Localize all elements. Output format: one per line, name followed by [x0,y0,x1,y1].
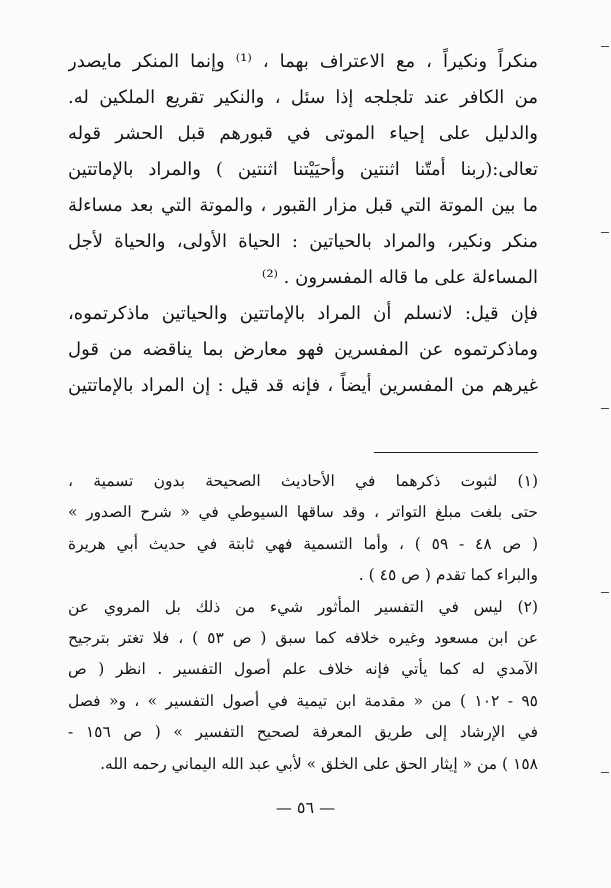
footnote-line: ١٥٨ ) من « إيثار الحق على الخلق » لأبي عبد الله اليماني رحمه الله. [100,754,538,773]
footnote-line: في الإرشاد إلى طريق المعرفة لصحيح التفسير » ( ص ١٥٦ - [68,723,538,742]
footnotes [68,466,538,780]
footnote-line: عن ابن مسعود وغيره خلافه كما سبق ( ص ٥٣ ) ، فلا تغتر بترجيح [68,628,538,647]
text-line: تعالى:(ربنا أمتّنا اثنتين وأحيَيْتنا اثنتين ) والمراد بالإماتتين [68,159,538,180]
footnote-line: والبراء كما تقدم ( ص ٤٥ ) . [358,566,538,585]
main-text [68,44,538,404]
text-line: من الكافر عند تلجلجه إذا سئل ، والنكير تقريع الملكين له. [68,87,538,108]
margin-tick [601,408,609,409]
footnote-line: ٩٥ - ١٠٢ ) من « مقدمة ابن تيمية في أصول التفسير » ، و« فصل [68,691,538,710]
text-line: فإن قيل: لانسلم أن المراد بالإماتتين والحياتين ماذكرتموه، [68,303,538,324]
footnote-line: حتى بلغت مبلغ التواتر ، وقد ساقها السيوطي في « شرح الصدور » [68,503,538,522]
text-line: منكر ونكير، والمراد بالحياتين : الحياة الأولى، والحياة لأجل [68,231,538,252]
text-line: والدليل على إحياء الموتى في قبورهم قبل الحشر قوله [68,123,538,144]
page-number: — ٥٦ — [275,798,336,817]
footnote-line: (٢) ليس في التفسير المأثور شيء من ذلك بل المروي عن [68,597,538,616]
text-line: وماذكرتموه عن المفسرين فهو معارض بما يناقضه من قول [68,339,538,360]
footnote-line: (١) لثبوت ذكرهما في الأحاديث الصحيحة بدون تسمية ، [68,472,538,490]
margin-tick [601,46,609,47]
margin-tick [601,592,609,593]
footnote-line: الآمدي له كما يأتي فإنه خلاف علم أصول التفسير . انظر ( ص [68,660,538,679]
footnote-line: ( ص ٤٨ - ٥٩ ) ، وأما التسمية فهي ثابتة في حديث أبي هريرة [68,534,538,553]
margin-tick [601,772,609,773]
text-line: غيرهم من المفسرين أيضاً ، فإنه قد قيل : إن المراد بالإماتتين [68,375,538,396]
margin-tick [601,232,609,233]
text-line: منكراً ونكيراً ، مع الاعتراف بهما ، ⁽¹⁾ وإنما المنكر مايصدر [68,51,538,72]
text-line: المساءلة على ما قاله المفسرون . ⁽²⁾ [261,267,538,288]
footnote-divider [374,452,538,453]
text-line: ما بين الموتة التي قبل مزار القبور ، والموتة التي بعد مساءلة [68,195,538,216]
